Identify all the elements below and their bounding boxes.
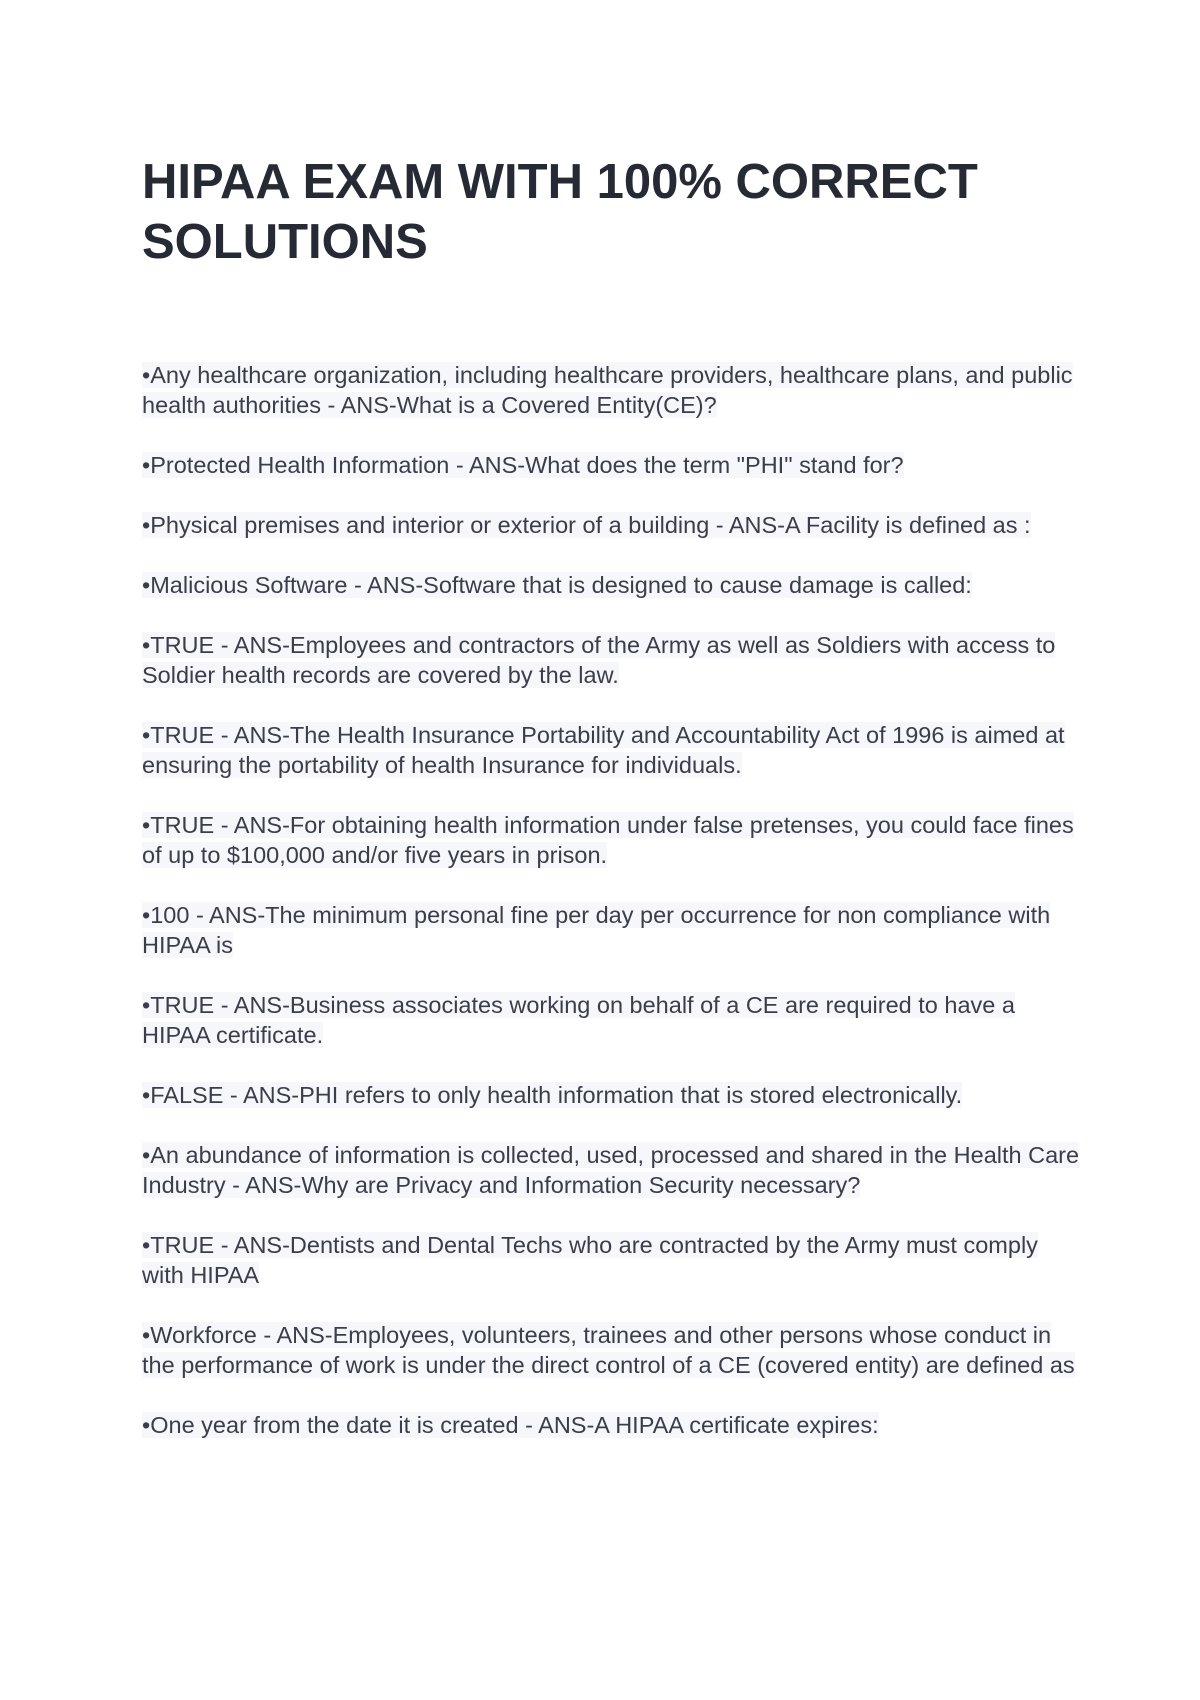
qa-item-5 [142, 630, 1082, 690]
qa-text: •TRUE - ANS-Dentists and Dental Techs who are contracted by the Army must comply with HIPAA [142, 1232, 1038, 1288]
qa-item-12 [142, 1230, 1082, 1290]
qa-item-7 [142, 810, 1082, 870]
qa-text: •100 - ANS-The minimum personal fine per day per occurrence for non compliance with HIPAA is [142, 902, 1051, 958]
qa-text: •Protected Health Information - ANS-What does the term "PHI" stand for? [142, 452, 904, 478]
qa-text: •TRUE - ANS-For obtaining health information under false pretenses, you could face fines of up to $100,000 and/or five years in prison. [142, 812, 1074, 868]
qa-text: •Workforce - ANS-Employees, volunteers, trainees and other persons whose conduct in the performance of work is under the direct control of a CE (covered entity) are defined as [142, 1322, 1075, 1378]
qa-item-6 [142, 720, 1082, 780]
qa-text: •An abundance of information is collected, used, processed and shared in the Health Care Industry - ANS-Why are Privacy and Information Security necessary? [142, 1142, 1080, 1198]
qa-text: •TRUE - ANS-Employees and contractors of the Army as well as Soldiers with access to Soldier health records are covered by the law. [142, 632, 1056, 688]
qa-item-10 [142, 1080, 1082, 1110]
qa-item-14 [142, 1410, 1082, 1440]
qa-item-8 [142, 900, 1082, 960]
qa-text: •Physical premises and interior or exterior of a building - ANS-A Facility is defined as : [142, 512, 1031, 538]
qa-item-9 [142, 990, 1082, 1050]
qa-item-1 [142, 360, 1082, 420]
qa-item-3 [142, 510, 1082, 540]
qa-text: •TRUE - ANS-Business associates working on behalf of a CE are required to have a HIPAA certificate. [142, 992, 1015, 1048]
qa-list [142, 360, 1082, 1470]
qa-text: •Any healthcare organization, including healthcare providers, healthcare plans, and public health authorities - ANS-What is a Covered Entity(CE)? [142, 362, 1073, 418]
qa-text: •One year from the date it is created - ANS-A HIPAA certificate expires: [142, 1412, 879, 1438]
page-title: HIPAA EXAM WITH 100% CORRECT SOLUTIONS [142, 155, 978, 269]
qa-text: •Malicious Software - ANS-Software that is designed to cause damage is called: [142, 572, 972, 598]
qa-item-4 [142, 570, 1082, 600]
qa-item-2 [142, 450, 1082, 480]
qa-text: •FALSE - ANS-PHI refers to only health information that is stored electronically. [142, 1082, 963, 1108]
qa-item-13 [142, 1320, 1082, 1380]
qa-text: •TRUE - ANS-The Health Insurance Portability and Accountability Act of 1996 is aimed at ensuring the portability of health Insurance for individuals. [142, 722, 1065, 778]
qa-item-11 [142, 1140, 1082, 1200]
